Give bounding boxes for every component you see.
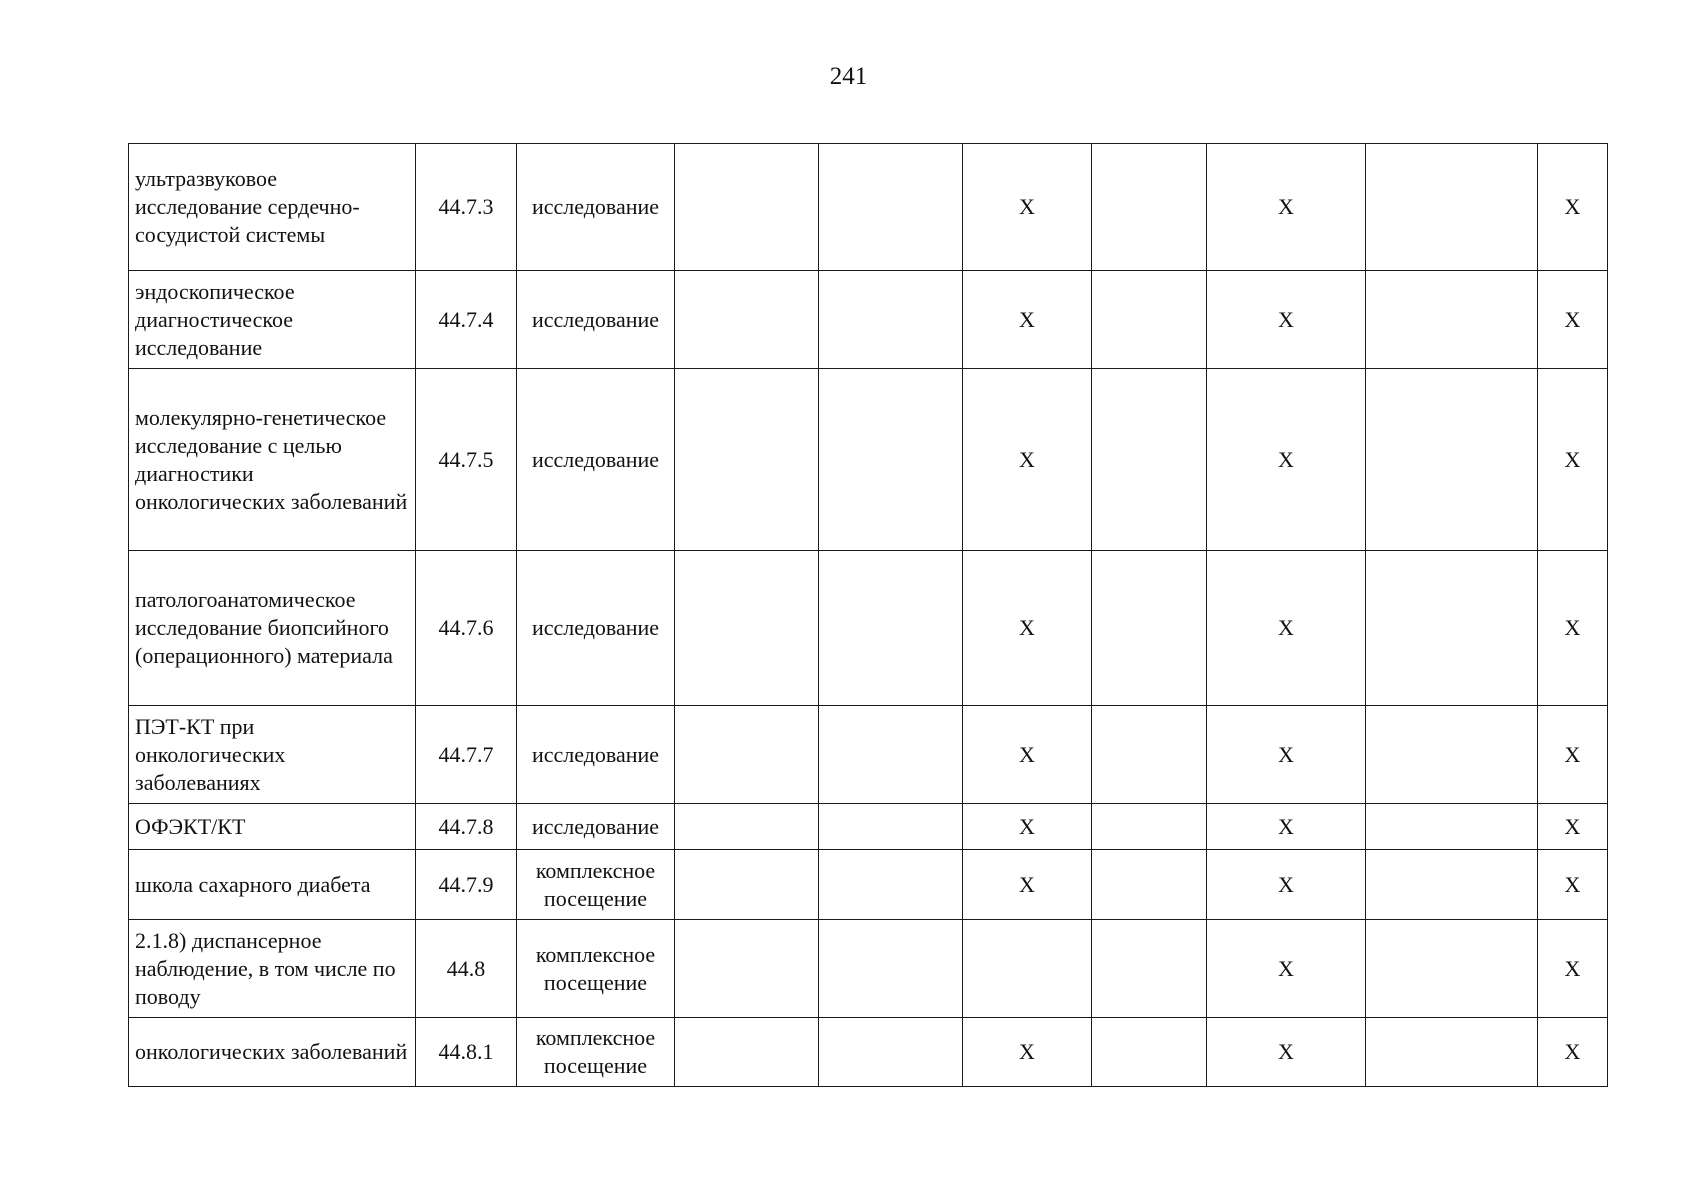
x-mark: X — [1538, 1018, 1608, 1087]
row-code: 44.7.3 — [416, 144, 517, 271]
table-row — [129, 551, 1608, 706]
empty-cell — [1366, 369, 1538, 551]
empty-cell — [675, 706, 819, 804]
empty-cell — [1092, 804, 1207, 850]
empty-cell — [819, 369, 963, 551]
x-mark — [963, 920, 1092, 1018]
table-row — [129, 369, 1608, 551]
row-name: ультразвуковое исследование сердечно-сосудистой системы — [129, 144, 416, 271]
table-row — [129, 706, 1608, 804]
empty-cell — [1366, 850, 1538, 920]
row-code: 44.7.6 — [416, 551, 517, 706]
empty-cell — [675, 271, 819, 369]
empty-cell — [1092, 271, 1207, 369]
row-code: 44.7.5 — [416, 369, 517, 551]
row-code: 44.7.8 — [416, 804, 517, 850]
empty-cell — [675, 369, 819, 551]
empty-cell — [1092, 1018, 1207, 1087]
empty-cell — [1366, 271, 1538, 369]
empty-cell — [819, 1018, 963, 1087]
row-code: 44.7.9 — [416, 850, 517, 920]
row-name: молекулярно-генетическое исследование с целью диагностики онкологических заболеваний — [129, 369, 416, 551]
row-unit: комплексное посещение — [517, 850, 675, 920]
empty-cell — [675, 850, 819, 920]
x-mark: X — [1207, 706, 1366, 804]
empty-cell — [1092, 706, 1207, 804]
empty-cell — [675, 144, 819, 271]
row-unit: исследование — [517, 369, 675, 551]
x-mark: X — [1538, 144, 1608, 271]
x-mark: X — [1207, 551, 1366, 706]
x-mark: X — [1538, 706, 1608, 804]
row-code: 44.7.7 — [416, 706, 517, 804]
empty-cell — [1366, 706, 1538, 804]
x-mark: X — [963, 271, 1092, 369]
x-mark: X — [1538, 369, 1608, 551]
x-mark: X — [1207, 1018, 1366, 1087]
x-mark: X — [1538, 804, 1608, 850]
row-unit: комплексное посещение — [517, 1018, 675, 1087]
empty-cell — [1092, 551, 1207, 706]
x-mark: X — [963, 144, 1092, 271]
x-mark: X — [1207, 271, 1366, 369]
row-name: онкологических заболеваний — [129, 1018, 416, 1087]
table-row — [129, 804, 1608, 850]
x-mark: X — [1207, 920, 1366, 1018]
x-mark: X — [1207, 144, 1366, 271]
row-name: ОФЭКТ/КТ — [129, 804, 416, 850]
data-table — [128, 143, 1608, 1087]
table-row — [129, 1018, 1608, 1087]
empty-cell — [819, 920, 963, 1018]
row-unit: исследование — [517, 144, 675, 271]
empty-cell — [675, 804, 819, 850]
x-mark: X — [1207, 369, 1366, 551]
row-name: патологоанатомическое исследование биопсийного (операционного) материала — [129, 551, 416, 706]
empty-cell — [1092, 144, 1207, 271]
empty-cell — [675, 920, 819, 1018]
table-row — [129, 850, 1608, 920]
row-code: 44.7.4 — [416, 271, 517, 369]
empty-cell — [819, 706, 963, 804]
row-code: 44.8 — [416, 920, 517, 1018]
empty-cell — [675, 551, 819, 706]
x-mark: X — [1538, 850, 1608, 920]
x-mark: X — [1207, 850, 1366, 920]
empty-cell — [1092, 369, 1207, 551]
x-mark: X — [1538, 551, 1608, 706]
empty-cell — [675, 1018, 819, 1087]
x-mark: X — [963, 369, 1092, 551]
empty-cell — [1366, 920, 1538, 1018]
x-mark: X — [1207, 804, 1366, 850]
empty-cell — [819, 144, 963, 271]
table-row — [129, 271, 1608, 369]
page-number: 241 — [829, 63, 868, 90]
x-mark: X — [1538, 271, 1608, 369]
x-mark: X — [963, 551, 1092, 706]
row-unit: комплексное посещение — [517, 920, 675, 1018]
row-unit: исследование — [517, 706, 675, 804]
row-name: 2.1.8) диспансерное наблюдение, в том числе по поводу — [129, 920, 416, 1018]
table-row — [129, 144, 1608, 271]
x-mark: X — [1538, 920, 1608, 1018]
row-unit: исследование — [517, 804, 675, 850]
x-mark: X — [963, 1018, 1092, 1087]
row-name: школа сахарного диабета — [129, 850, 416, 920]
empty-cell — [1366, 804, 1538, 850]
empty-cell — [1366, 144, 1538, 271]
empty-cell — [1366, 1018, 1538, 1087]
row-name: эндоскопическое диагностическое исследование — [129, 271, 416, 369]
empty-cell — [819, 804, 963, 850]
x-mark: X — [963, 804, 1092, 850]
row-code: 44.8.1 — [416, 1018, 517, 1087]
row-unit: исследование — [517, 551, 675, 706]
empty-cell — [819, 551, 963, 706]
empty-cell — [1092, 850, 1207, 920]
x-mark: X — [963, 850, 1092, 920]
empty-cell — [1366, 551, 1538, 706]
x-mark: X — [963, 706, 1092, 804]
empty-cell — [819, 271, 963, 369]
row-unit: исследование — [517, 271, 675, 369]
empty-cell — [1092, 920, 1207, 1018]
row-name: ПЭТ-КТ при онкологических заболеваниях — [129, 706, 416, 804]
table-row — [129, 920, 1608, 1018]
empty-cell — [819, 850, 963, 920]
